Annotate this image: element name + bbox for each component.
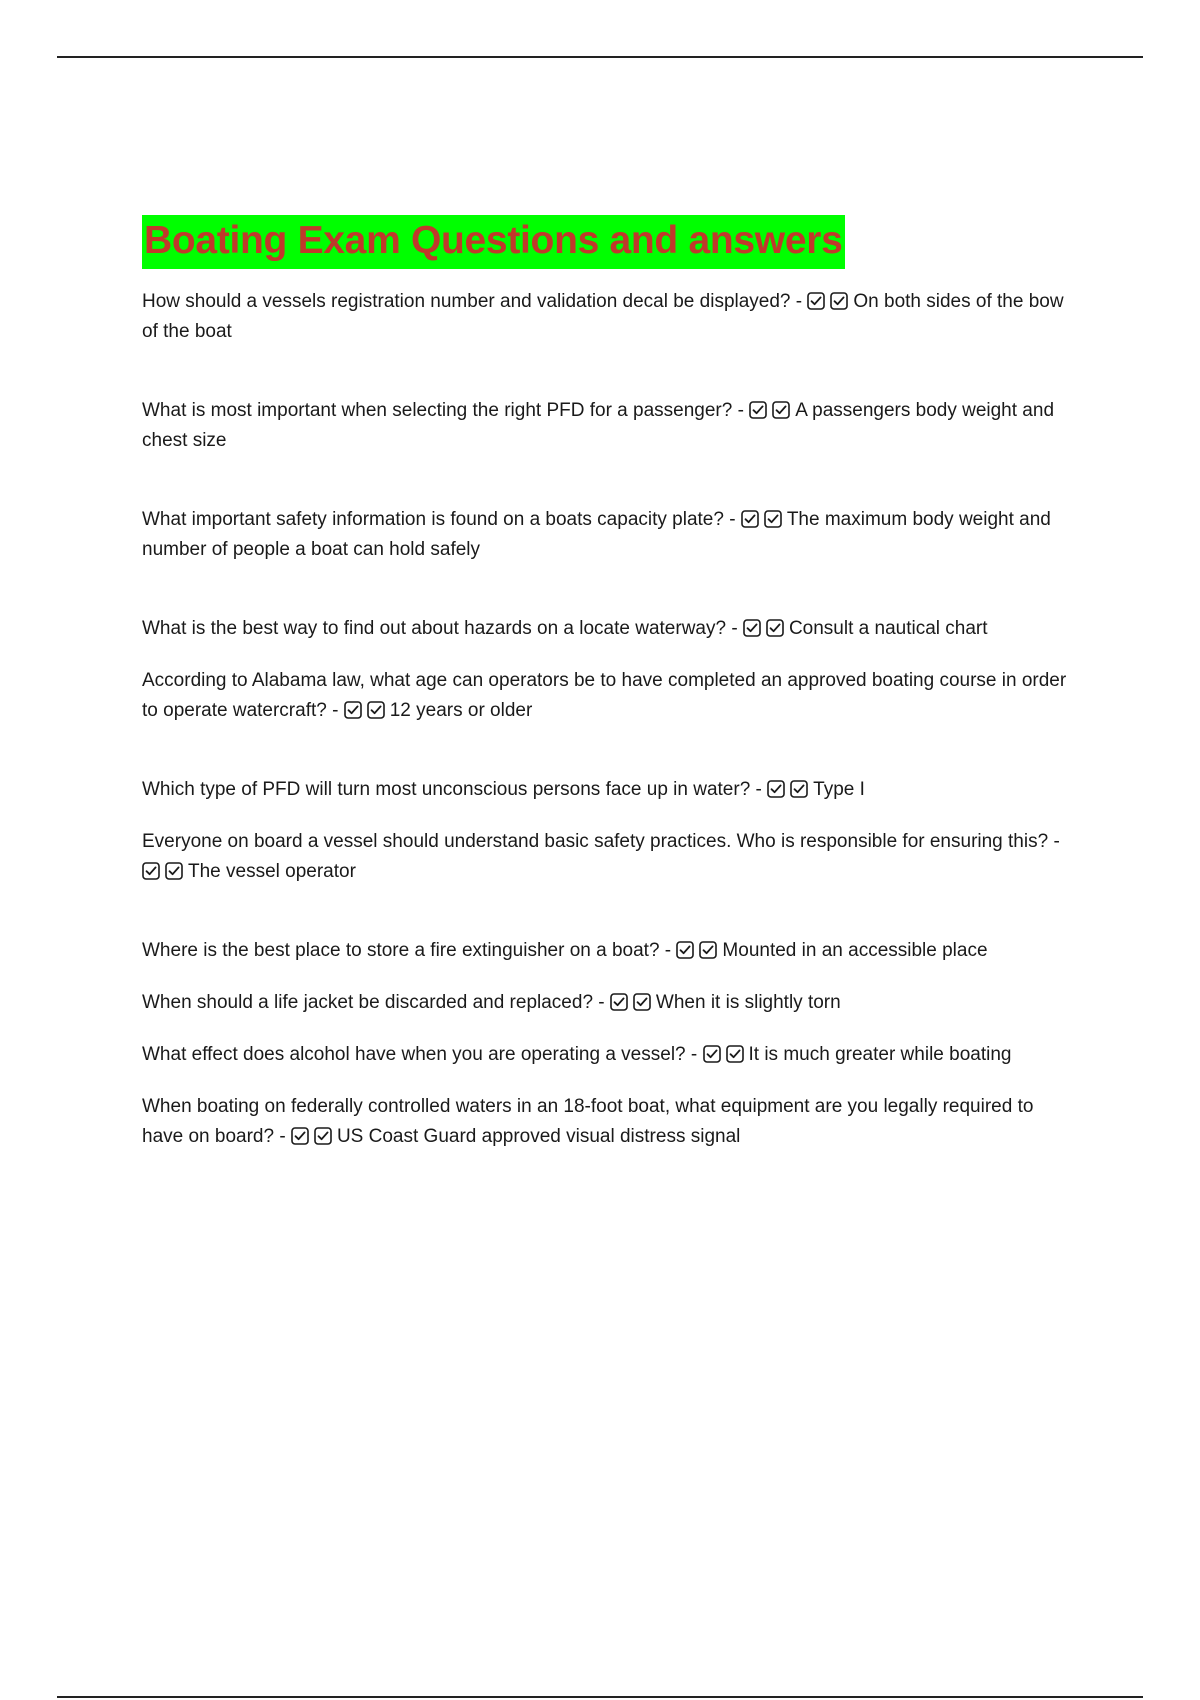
separator: - [732,400,750,421]
checked-box-icon [142,862,160,880]
qa-item [142,666,1072,726]
separator: - [790,291,808,312]
separator: - [593,992,610,1013]
top-rule [57,56,1143,58]
separator: - [723,509,741,530]
question-text: What important safety information is found on a boats capacity plate? [142,509,724,530]
answer-text: The vessel operator [188,861,356,882]
checked-box-icon [741,510,759,528]
checked-box-icon [790,780,808,798]
bottom-rule [57,1696,1143,1698]
question-text: What effect does alcohol have when you are operating a vessel? [142,1044,686,1065]
answer-text: Mounted in an accessible place [722,940,988,961]
checked-box-icon [767,780,785,798]
separator: - [726,618,743,639]
qa-list [142,287,1072,1152]
answer-text: It is much greater while boating [748,1044,1012,1065]
checked-box-icon [165,862,183,880]
answer-text: Type I [813,779,865,800]
checked-box-icon [291,1127,309,1145]
checked-box-icon [772,401,790,419]
answer-text: 12 years or older [389,700,533,721]
qa-item [142,988,1072,1018]
checked-box-icon [676,941,694,959]
answer-text: When it is slightly torn [655,992,841,1013]
answer-text: A passengers body weight and chest size [142,400,1055,451]
question-text: When should a life jacket be discarded and replaced? [142,992,594,1013]
document-body [142,215,1072,1152]
answer-text: Consult a nautical chart [788,618,988,639]
question-text: What is most important when selecting the right PFD for a passenger? [142,400,733,421]
qa-item [142,614,1072,644]
checked-box-icon [764,510,782,528]
qa-item [142,775,1072,805]
answer-text: The maximum body weight and number of people a boat can hold safely [142,509,1051,560]
qa-item [142,396,1072,456]
separator: - [685,1044,703,1065]
checked-box-icon [749,401,767,419]
question-text: How should a vessels registration number and validation decal be displayed? [142,291,791,312]
checked-box-icon [314,1127,332,1145]
checked-box-icon [699,941,717,959]
checked-box-icon [610,993,628,1011]
checked-box-icon [367,701,385,719]
checked-box-icon [633,993,651,1011]
answer-text: On both sides of the bow of the boat [142,291,1064,342]
qa-item [142,936,1072,966]
checked-box-icon [830,292,848,310]
separator: - [659,940,677,961]
qa-item [142,1040,1072,1070]
question-text: Where is the best place to store a fire extinguisher on a boat? [142,940,660,961]
question-text: Which type of PFD will turn most unconscious persons face up in water? [142,779,751,800]
checked-box-icon [807,292,825,310]
separator: - [326,700,344,721]
question-text: Everyone on board a vessel should understand basic safety practices. Who is responsible for ensuring this? [142,831,1049,852]
question-text: According to Alabama law, what age can operators be to have completed an approved boating course in order to operate watercraft? [142,670,1067,721]
qa-item [142,827,1072,887]
question-text: What is the best way to find out about hazards on a locate waterway? [142,618,727,639]
answer-text: US Coast Guard approved visual distress signal [336,1126,741,1147]
title-highlight [142,215,845,269]
separator: - [750,779,768,800]
checked-box-icon [743,619,761,637]
checked-box-icon [703,1045,721,1063]
page-title: Boating Exam Questions and answers [144,219,843,262]
qa-item [142,1092,1072,1152]
qa-item [142,287,1072,347]
qa-item [142,505,1072,565]
checked-box-icon [344,701,362,719]
separator: - [1048,831,1060,852]
checked-box-icon [766,619,784,637]
checked-box-icon [726,1045,744,1063]
question-text: When boating on federally controlled waters in an 18-foot boat, what equipment are you legally required to have on board? [142,1096,1034,1147]
separator: - [274,1126,291,1147]
